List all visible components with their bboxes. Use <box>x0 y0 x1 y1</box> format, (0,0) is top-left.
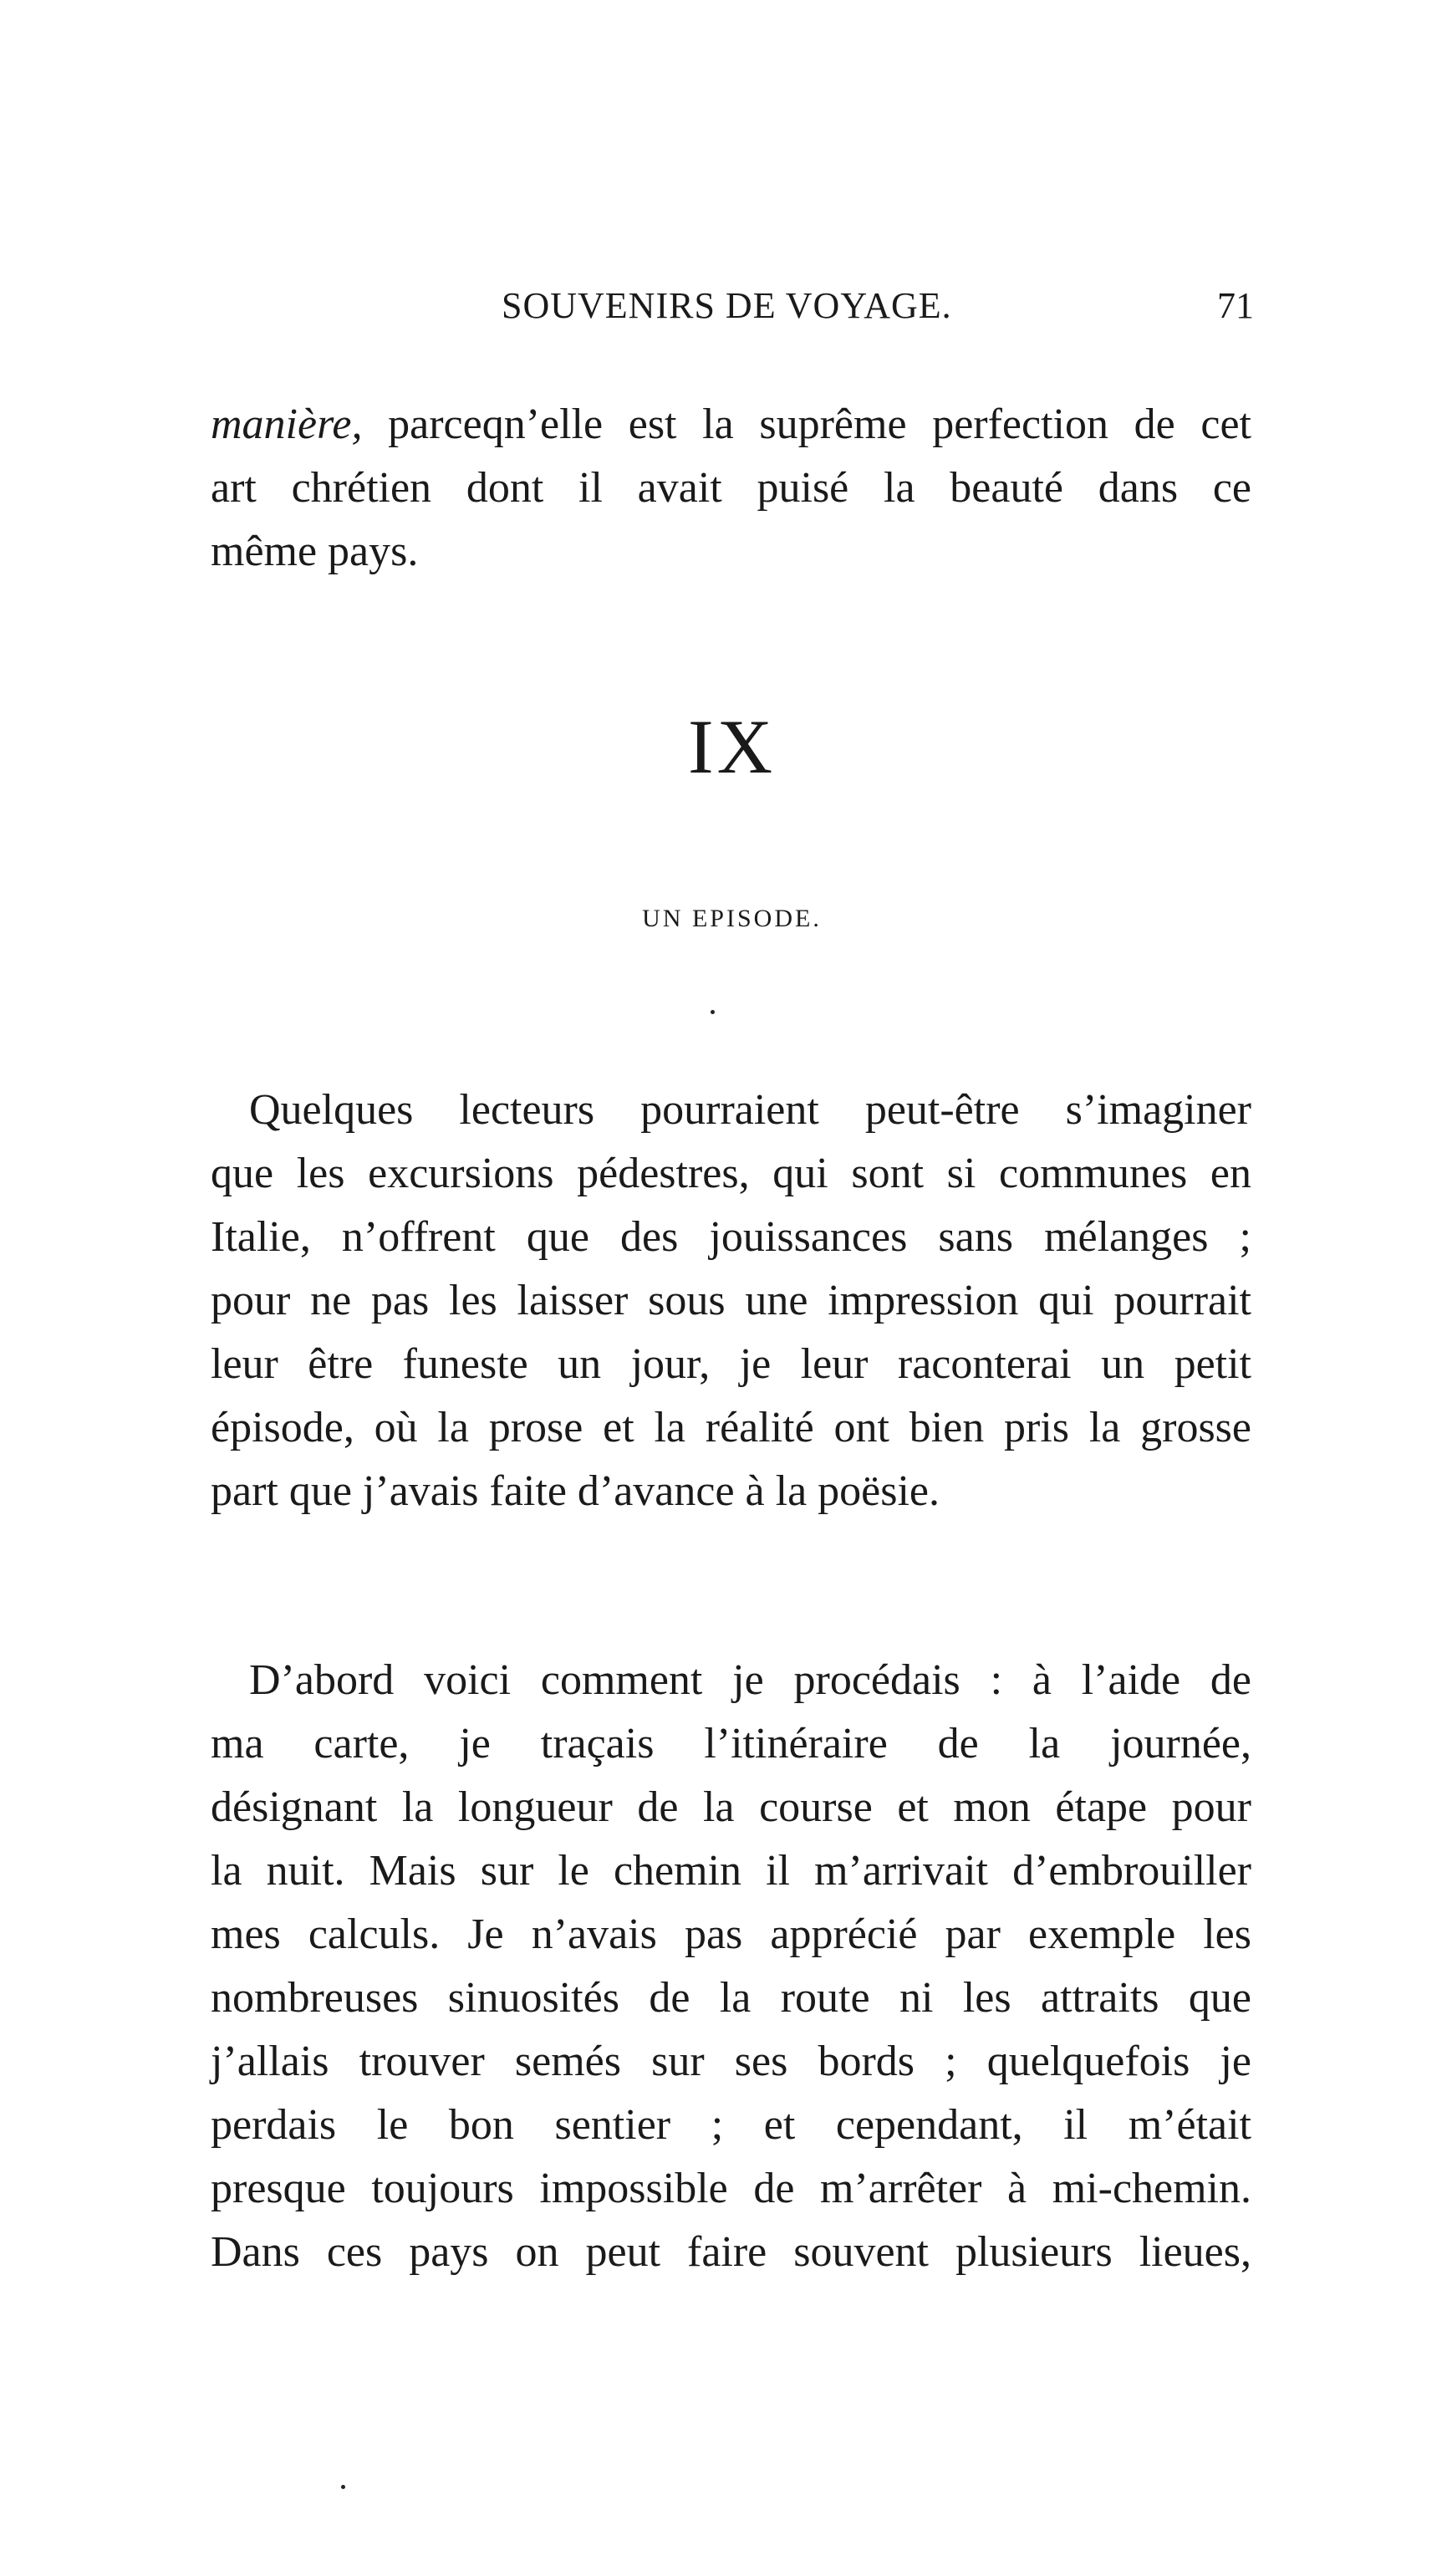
running-head <box>209 284 1254 334</box>
intro-line-2: art chrétien dont il avait puisé la beauté dans ce <box>211 464 1251 512</box>
chapter-number: IX <box>687 704 777 789</box>
running-title: SOUVENIRS DE VOYAGE. <box>502 285 952 326</box>
paragraph-1-line-7: part que j’avais faite d’avance à la poësie. <box>211 1467 940 1515</box>
paragraph-2-line-9: presque toujours impossible de m’arrêter à mi-chemin. <box>211 2165 1251 2212</box>
paragraph-2-line-3: désignant la longueur de la course et mon étape pour <box>211 1783 1251 1831</box>
chapter-title: UN EPISODE. <box>642 905 822 932</box>
ink-speck <box>711 1010 715 1014</box>
ink-speck <box>341 2485 345 2489</box>
paragraph-2-line-2: ma carte, je traçais l’itinéraire de la journée, <box>211 1720 1251 1767</box>
page-number: 71 <box>1217 285 1254 326</box>
paragraph-1-line-4: pour ne pas les laisser sous une impression qui pourrait <box>211 1277 1251 1324</box>
paragraph-1-line-6: épisode, où la prose et la réalité ont bien pris la grosse <box>211 1404 1251 1451</box>
paragraph-2-line-5: mes calculs. Je n’avais pas apprécié par exemple les <box>211 1910 1251 1958</box>
paragraph-2-line-1: D’abord voici comment je procédais : à l’aide de <box>249 1656 1251 1704</box>
paragraph-1-line-5: leur être funeste un jour, je leur raconterai un petit <box>211 1340 1251 1388</box>
paragraph-1-line-3: Italie, n’offrent que des jouissances sans mélanges ; <box>211 1213 1251 1261</box>
intro-line-1-text: parceqn’elle est la suprême perfection de cet <box>362 400 1251 448</box>
intro-italic-word: manière, <box>211 400 363 448</box>
paragraph-1-line-2: que les excursions pédestres, qui sont si communes en <box>211 1150 1251 1197</box>
paragraph-2-line-10: Dans ces pays on peut faire souvent plusieurs lieues, <box>211 2228 1251 2276</box>
paragraph-2-line-8: perdais le bon sentier ; et cependant, il m’était <box>211 2101 1251 2149</box>
paragraph-1-line-1: Quelques lecteurs pourraient peut-être s’imaginer <box>249 1086 1251 1134</box>
intro-line-1 <box>211 393 1251 457</box>
paragraph-2-line-6: nombreuses sinuosités de la route ni les attraits que <box>211 1974 1251 2022</box>
paragraph-2-line-7: j’allais trouver semés sur ses bords ; quelquefois je <box>211 2038 1251 2085</box>
intro-line-3: même pays. <box>211 528 419 575</box>
paragraph-2-line-4: la nuit. Mais sur le chemin il m’arrivait d’embrouiller <box>211 1847 1251 1895</box>
